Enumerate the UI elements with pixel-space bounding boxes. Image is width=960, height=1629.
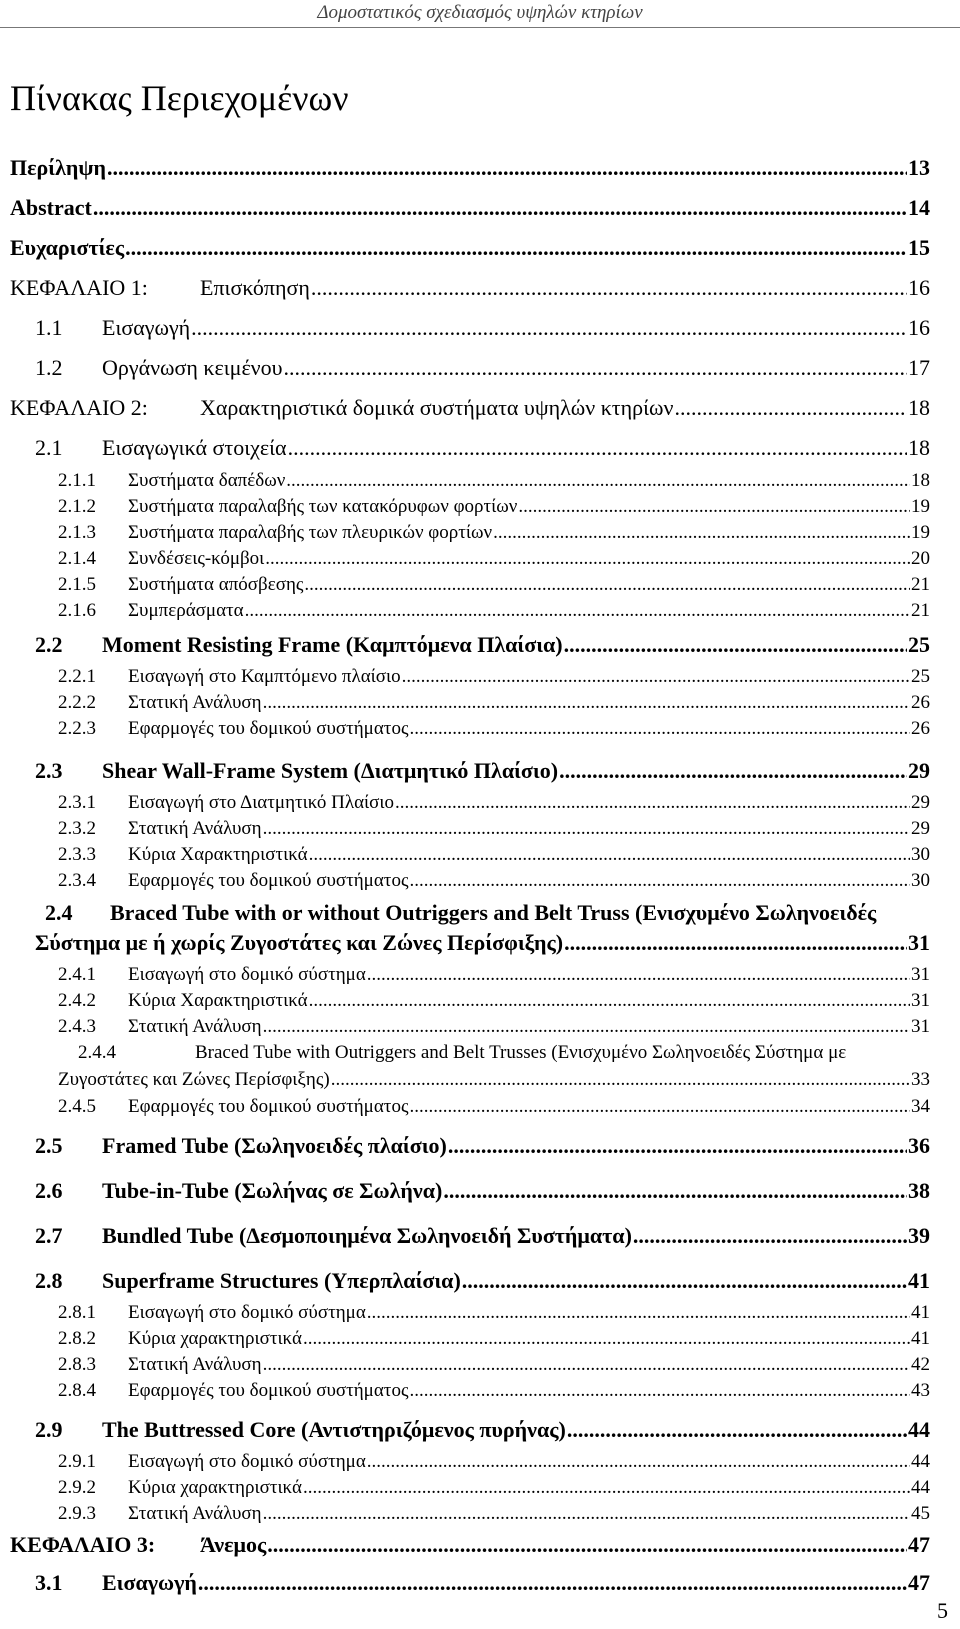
toc-entry-page: 38	[908, 1178, 930, 1203]
toc-entry-text: Συμπεράσματα	[128, 600, 244, 621]
toc-entry-text: Braced Tube with Outriggers and Belt Trusses (Ενισχυμένο Σωληνοειδές Σύστημα με	[195, 1042, 847, 1063]
toc-entry-number: 2.2.1	[58, 666, 96, 687]
toc-subentry[interactable]	[58, 520, 930, 545]
toc-subentry-line2[interactable]	[58, 1067, 930, 1092]
toc-entry-page: 29	[911, 792, 930, 813]
toc-entry-number: 2.6	[35, 1178, 63, 1203]
toc-entry-number: 2.2	[35, 632, 63, 657]
toc-entry-text: Superframe Structures (Υπερπλαίσια)	[102, 1268, 461, 1293]
page-title: Πίνακας Περιεχομένων	[10, 78, 349, 118]
toc-entry-number: ΚΕΦΑΛΑΙΟ 3:	[10, 1532, 156, 1557]
toc-entry-page: 18	[908, 435, 930, 460]
toc-entry-number: 2.3.2	[58, 818, 96, 839]
toc-entry-number: 2.3.4	[58, 870, 96, 891]
toc-entry-text: Σύστημα με ή χωρίς Ζυγοστάτες και Ζώνες Περίσφιξης)	[35, 930, 564, 955]
toc-entry-text: Συστήματα απόσβεσης	[128, 574, 304, 595]
toc-entry-text: Εφαρμογές του δομικού συστήματος	[128, 1096, 409, 1117]
toc-entry-number: 2.4.1	[58, 964, 96, 985]
toc-section[interactable]	[35, 1131, 930, 1161]
toc-entry-page: 39	[908, 1223, 930, 1248]
toc-entry-page: 20	[911, 548, 930, 569]
toc-section[interactable]	[35, 630, 930, 660]
running-title: Δομοστατικός σχεδιασμός υψηλών κτηρίων	[317, 2, 643, 23]
toc-entry-text: Στατική Ανάλυση	[128, 1016, 262, 1037]
toc-subentry[interactable]	[58, 790, 930, 815]
toc-entry-page: 33	[911, 1069, 930, 1090]
toc-entry-page: 21	[911, 574, 930, 595]
toc-entry-number: 2.7	[35, 1223, 63, 1248]
toc-entry-page: 17	[908, 355, 930, 380]
toc-entry[interactable]	[35, 433, 930, 463]
toc-entry-page: 47	[908, 1532, 930, 1557]
toc-entry-page: 44	[908, 1417, 930, 1442]
toc-entry-number: ΚΕΦΑΛΑΙΟ 1:	[10, 275, 148, 300]
toc-subentry-line1[interactable]	[78, 1040, 930, 1065]
toc-entry-number: 2.8.4	[58, 1380, 96, 1401]
toc-entry-text: Συστήματα παραλαβής των πλευρικών φορτίων	[128, 522, 493, 543]
toc-entry-page: 19	[911, 496, 930, 517]
toc-entry-text: Συνδέσεις-κόμβοι	[128, 548, 265, 569]
toc-entry-text: Εισαγωγή στο Καμπτόμενο πλαίσιο	[128, 666, 401, 687]
toc-entry-page: 43	[911, 1380, 930, 1401]
toc-entry-text: Abstract	[10, 195, 92, 220]
toc-entry[interactable]	[10, 193, 930, 223]
toc-entry-number: 2.9.2	[58, 1477, 96, 1498]
toc-subentry[interactable]	[58, 1352, 930, 1377]
toc-entry-page: 13	[908, 155, 930, 180]
toc-entry-page: 18	[908, 395, 930, 420]
toc-entry-number: 2.3	[35, 758, 63, 783]
toc-entry-number: 2.4.2	[58, 990, 96, 1011]
toc-entry-number: 2.8	[35, 1268, 63, 1293]
toc-entry-page: 41	[908, 1268, 930, 1293]
toc-entry-page: 29	[908, 758, 930, 783]
toc-entry-number: 2.4.4	[78, 1042, 116, 1063]
toc-entry-number: 2.2.2	[58, 692, 96, 713]
toc-entry-text: Tube-in-Tube (Σωλήνας σε Σωλήνα)	[102, 1178, 443, 1203]
toc-section[interactable]	[35, 1415, 930, 1445]
toc-subentry[interactable]	[58, 468, 930, 493]
toc-subentry[interactable]	[58, 868, 930, 893]
toc-entry-page: 41	[911, 1328, 930, 1349]
toc-entry-page: 44	[911, 1451, 930, 1472]
toc-entry-number: 2.1.4	[58, 548, 96, 569]
toc-entry-number: 2.9.3	[58, 1503, 96, 1524]
toc-subentry[interactable]	[58, 1300, 930, 1325]
toc-entry-text: Braced Tube with or without Outriggers and Belt Truss (Ενισχυμένο Σωληνοειδές	[110, 900, 877, 925]
toc-entry-number: 2.1	[35, 435, 63, 460]
toc-chapter[interactable]	[10, 273, 930, 303]
toc-entry-page: 25	[908, 632, 930, 657]
toc-entry-page: 18	[911, 470, 930, 491]
toc-entry-number: 2.1.2	[58, 496, 96, 517]
toc-subentry[interactable]	[58, 546, 930, 571]
toc-entry-text: Κύρια χαρακτηριστικά	[128, 1328, 302, 1349]
toc-entry[interactable]	[10, 153, 930, 183]
toc-subentry[interactable]	[58, 1094, 930, 1119]
toc-entry-number: 2.5	[35, 1133, 63, 1158]
toc-chapter[interactable]	[10, 393, 930, 423]
toc-section[interactable]	[35, 1568, 930, 1598]
toc-entry-page: 36	[908, 1133, 930, 1158]
toc-entry-text: Οργάνωση κειμένου	[102, 355, 283, 380]
toc-entry-text: Εφαρμογές του δομικού συστήματος	[128, 1380, 409, 1401]
toc-entry-text: Εισαγωγή	[102, 1570, 197, 1595]
toc-entry-page: 26	[911, 718, 930, 739]
toc-subentry[interactable]	[58, 816, 930, 841]
toc-entry-number: 2.3.1	[58, 792, 96, 813]
toc-entry-page: 30	[911, 844, 930, 865]
toc-entry-number: 2.4	[45, 900, 73, 925]
toc-entry-text: Moment Resisting Frame (Καμπτόμενα Πλαίσια)	[102, 632, 563, 657]
toc-entry-page: 45	[911, 1503, 930, 1524]
toc-entry-text: Εφαρμογές του δομικού συστήματος	[128, 870, 409, 891]
toc-entry-page: 14	[908, 195, 930, 220]
toc-subentry[interactable]	[58, 1326, 930, 1351]
toc-entry-text: Κύρια Χαρακτηριστικά	[128, 990, 308, 1011]
toc-entry-text: Ζυγοστάτες και Ζώνες Περίσφιξης)	[58, 1069, 330, 1090]
toc-entry-text: Κύρια χαρακτηριστικά	[128, 1477, 302, 1498]
toc-entry-text: Bundled Tube (Δεσμοποιημένα Σωληνοειδή Συστήματα)	[102, 1223, 632, 1248]
toc-entry-page: 25	[911, 666, 930, 687]
toc-entry-text: Εισαγωγή	[102, 315, 191, 340]
toc-section[interactable]	[35, 1221, 930, 1251]
toc-entry-number: 2.8.1	[58, 1302, 96, 1323]
toc-entry-page: 42	[911, 1354, 930, 1375]
toc-entry-page: 29	[911, 818, 930, 839]
toc-entry-number: 2.4.3	[58, 1016, 96, 1037]
toc-entry-number: 2.1.6	[58, 600, 96, 621]
toc-entry-page: 41	[911, 1302, 930, 1323]
toc-subentry[interactable]	[58, 1475, 930, 1500]
toc-entry-page: 47	[908, 1570, 930, 1595]
toc-section-line1[interactable]	[45, 898, 930, 928]
toc-entry-page: 31	[911, 964, 930, 985]
toc-entry-page: 44	[911, 1477, 930, 1498]
toc-subentry[interactable]	[58, 1014, 930, 1039]
toc-subentry[interactable]	[58, 690, 930, 715]
toc-entry-text: Επισκόπηση	[200, 275, 310, 300]
toc-entry-text: Framed Tube (Σωληνοειδές πλαίσιο)	[102, 1133, 447, 1158]
toc-entry-text: Άνεμος	[200, 1532, 267, 1557]
toc-subentry[interactable]	[58, 988, 930, 1013]
toc-section-line2[interactable]	[35, 928, 930, 958]
toc-entry-page: 16	[908, 315, 930, 340]
toc-subentry[interactable]	[58, 1501, 930, 1526]
toc-entry-text: Εισαγωγή στο δομικό σύστημα	[128, 1451, 366, 1472]
toc-entry[interactable]	[10, 233, 930, 263]
toc-entry[interactable]	[35, 353, 930, 383]
toc-entry-number: 2.1.5	[58, 574, 96, 595]
toc-entry-page: 31	[908, 930, 930, 955]
toc-entry-page: 31	[911, 1016, 930, 1037]
toc-entry-text: Εισαγωγή στο δομικό σύστημα	[128, 964, 366, 985]
toc-entry-number: 3.1	[35, 1570, 63, 1595]
toc-subentry[interactable]	[58, 842, 930, 867]
page-number: 5	[937, 1598, 948, 1623]
toc-entry-text: Ευχαριστίες	[10, 235, 125, 260]
toc-subentry[interactable]	[58, 716, 930, 741]
toc-entry-number: 2.4.5	[58, 1096, 96, 1117]
toc-subentry[interactable]	[58, 1449, 930, 1474]
toc-entry-page: 31	[911, 990, 930, 1011]
toc-section[interactable]	[35, 756, 930, 786]
toc-subentry[interactable]	[58, 1378, 930, 1403]
toc-entry-page: 34	[911, 1096, 930, 1117]
toc-entry-page: 19	[911, 522, 930, 543]
toc-entry-number: 2.9	[35, 1417, 63, 1442]
toc-entry-page: 26	[911, 692, 930, 713]
toc-entry-number: 2.1.3	[58, 522, 96, 543]
toc-entry-text: Εισαγωγή στο δομικό σύστημα	[128, 1302, 366, 1323]
toc-entry[interactable]	[35, 313, 930, 343]
toc-entry-page: 15	[908, 235, 930, 260]
toc-section[interactable]	[35, 1176, 930, 1206]
toc-section[interactable]	[35, 1266, 930, 1296]
toc-entry-number: ΚΕΦΑΛΑΙΟ 2:	[10, 395, 148, 420]
toc-subentry[interactable]	[58, 664, 930, 689]
toc-entry-text: Εισαγωγή στο Διατμητικό Πλαίσιο	[128, 792, 395, 813]
toc-entry-text: Περίληψη	[10, 155, 107, 180]
toc-entry-text: Στατική Ανάλυση	[128, 692, 262, 713]
toc-entry-number: 1.1	[35, 315, 63, 340]
toc-entry-text: Στατική Ανάλυση	[128, 1503, 262, 1524]
toc-subentry[interactable]	[58, 572, 930, 597]
toc-entry-text: Στατική Ανάλυση	[128, 1354, 262, 1375]
toc-entry-page: 16	[908, 275, 930, 300]
toc-entry-text: Στατική Ανάλυση	[128, 818, 262, 839]
toc-entry-text: Shear Wall-Frame System (Διατμητικό Πλαίσιο)	[102, 758, 559, 783]
toc-subentry[interactable]	[58, 494, 930, 519]
toc-entry-text: Εισαγωγικά στοιχεία	[102, 435, 287, 460]
toc-entry-text: The Buttressed Core (Αντιστηριζόμενος πυρήνας)	[102, 1417, 566, 1442]
toc-entry-text: Συστήματα δαπέδων	[128, 470, 286, 491]
toc-entry-text: Εφαρμογές του δομικού συστήματος	[128, 718, 409, 739]
toc-entry-number: 2.1.1	[58, 470, 96, 491]
toc-subentry[interactable]	[58, 962, 930, 987]
toc-entry-text: Χαρακτηριστικά δομικά συστήματα υψηλών κτηρίων	[200, 395, 674, 420]
toc-entry-page: 30	[911, 870, 930, 891]
toc-entry-page: 21	[911, 600, 930, 621]
toc-subentry[interactable]	[58, 598, 930, 623]
toc-entry-number: 2.8.3	[58, 1354, 96, 1375]
toc-entry-text: Συστήματα παραλαβής των κατακόρυφων φορτίων	[128, 496, 518, 517]
toc-entry-number: 1.2	[35, 355, 63, 380]
toc-chapter[interactable]	[10, 1530, 930, 1560]
toc-entry-number: 2.8.2	[58, 1328, 96, 1349]
toc-entry-number: 2.2.3	[58, 718, 96, 739]
toc-entry-number: 2.9.1	[58, 1451, 96, 1472]
toc-entry-text: Κύρια Χαρακτηριστικά	[128, 844, 308, 865]
toc-entry-number: 2.3.3	[58, 844, 96, 865]
